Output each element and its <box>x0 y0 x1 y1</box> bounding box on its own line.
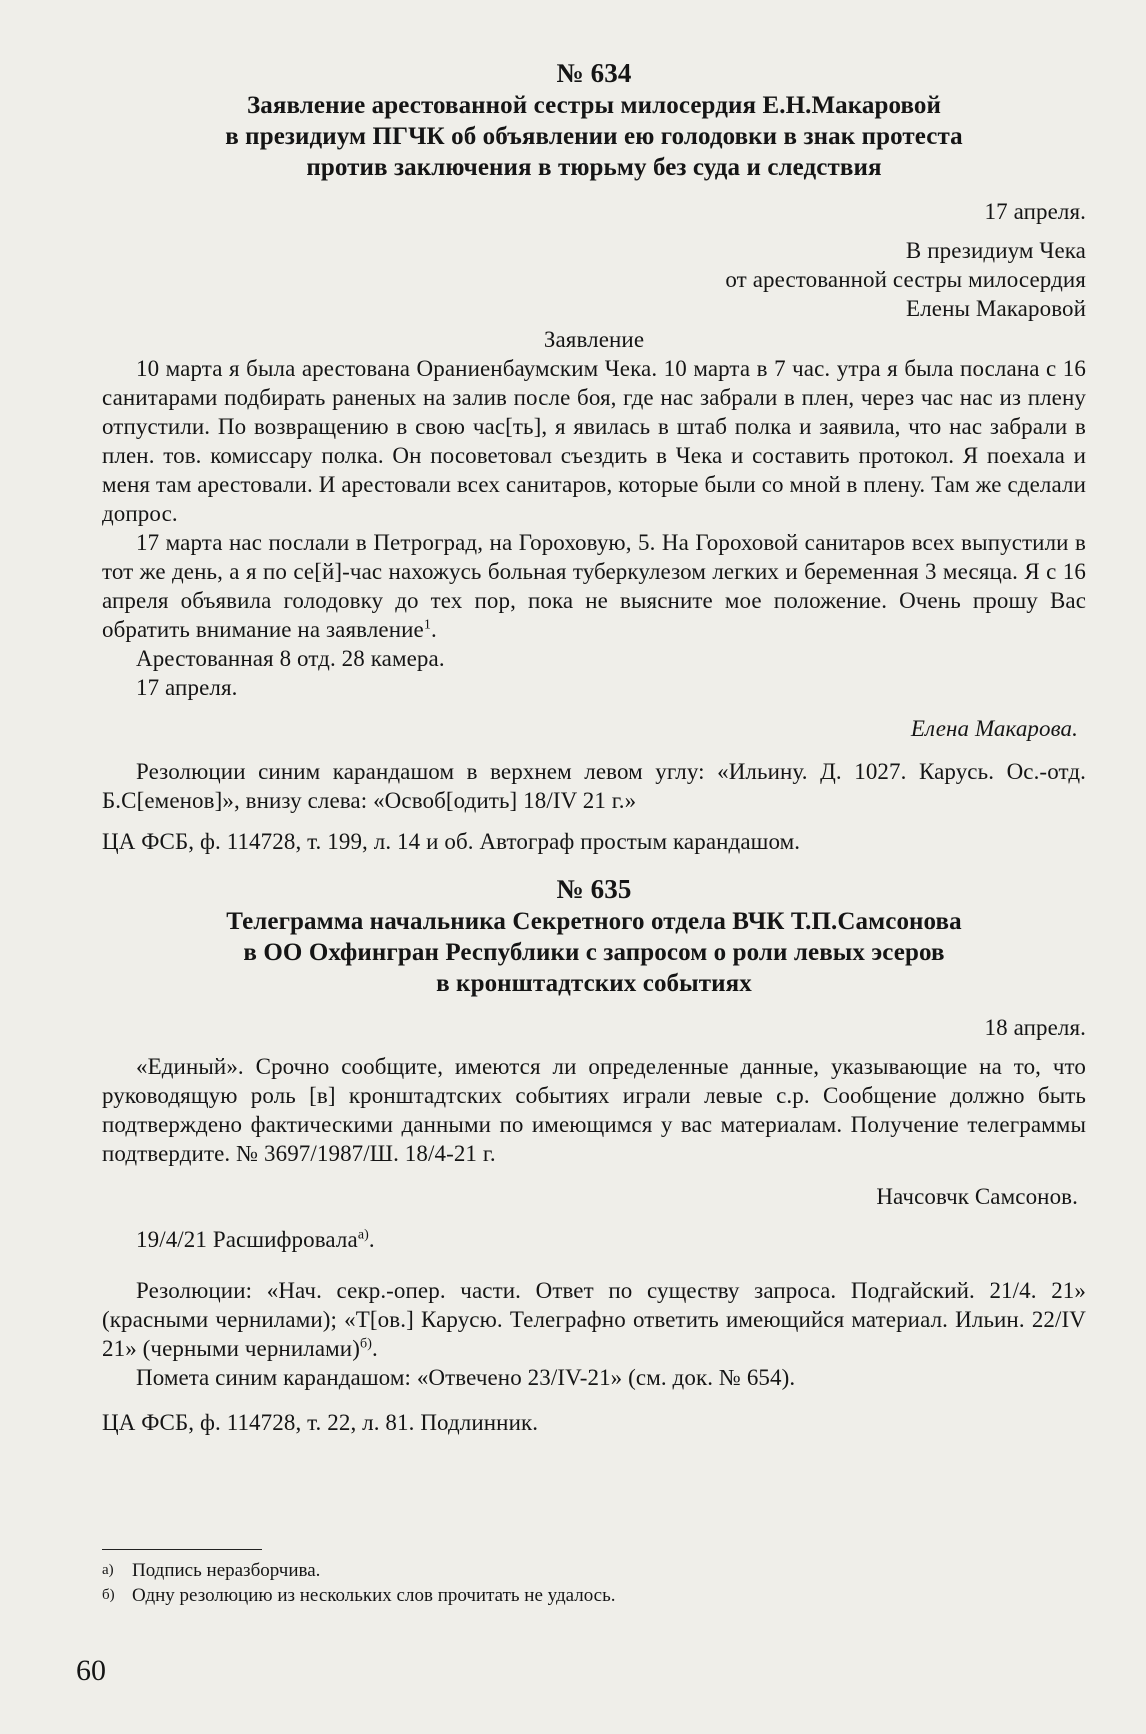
doc-number: № 634 <box>556 58 632 88</box>
addressee <box>102 236 1086 323</box>
doc-date: 17 апреля. <box>984 199 1086 224</box>
footnote-mark: а) <box>102 1562 114 1578</box>
doc-title-line: Заявление арестованной сестры милосердия Е.Н.Макаровой <box>246 92 942 119</box>
body-paragraph: 17 марта нас послали в Петроград, на Гороховую, 5. На Гороховой санитаров всех выпустили в тот же день, а я по се[й]-час нахожусь больная туберкулезом легких и беременная 3 месяца. Я с 16 апреля объявила голодовку до тех пор, пока не выясните мое положение. Очень прошу Вас обратить внимание на заявление$^1$. <box>102 530 1086 642</box>
signature: Елена Макарова. <box>910 716 1078 741</box>
body-paragraph: 17 апреля. <box>136 675 238 700</box>
body-text: 17 марта нас послали в Петроград, на Гороховую, 5. На Гороховой санитаров всех выпустили в тот же день, а я по се[й]-час нахожусь больная туберкулезом легких и беременная 3 месяца. Я с 16 апреля объявила голодовку до тех пор, пока не выясните мое положение. Очень прошу Вас обратить внимание на заявление <box>102 530 1086 642</box>
footnote-text: Одну резолюцию из нескольких слов прочитать не удалось. <box>132 1585 616 1606</box>
doc-title <box>102 90 1086 183</box>
decode-text: 19/4/21 Расшифровала <box>136 1227 358 1252</box>
page-number: 60 <box>76 1654 106 1687</box>
doc-title <box>102 906 1086 999</box>
doc-title-line: Телеграмма начальника Секретного отдела ВЧК Т.П.Самсонова <box>226 908 962 935</box>
footnote <box>102 1583 1002 1608</box>
signature: Начсовчк Самсонов. <box>876 1184 1078 1209</box>
document-634 <box>102 58 1086 856</box>
addressee-line: от арестованной сестры милосердия <box>725 267 1086 292</box>
page-content <box>102 58 1086 1437</box>
footnote-ref: б) <box>359 1336 372 1352</box>
document-635 <box>102 874 1086 1437</box>
footnotes <box>102 1558 1002 1608</box>
doc-title-line: против заключения в тюрьму без суда и следствия <box>306 154 882 181</box>
decode-note: 19/4/21 Расшифровала$^{а)}$. <box>136 1227 375 1252</box>
footnote-mark: б) <box>102 1587 115 1603</box>
archive-reference: ЦА ФСБ, ф. 114728, т. 22, л. 81. Подлинник. <box>102 1410 539 1435</box>
footnote-divider <box>102 1549 262 1550</box>
resolution-text: Резолюции: «Нач. секр.-опер. части. Ответ по существу запроса. Подгайский. 21/4. 21» (красными чернилами); «Т[ов.] Карусю. Телеграфно ответить имеющийся материал. Ильин. 22/IV 21» (черными чернилами) <box>102 1278 1086 1361</box>
addressee-line: Елены Макаровой <box>906 296 1086 321</box>
addressee-line: В президиум Чека <box>905 238 1086 263</box>
footnote-text: Подпись неразборчива. <box>132 1560 321 1581</box>
archive-reference: ЦА ФСБ, ф. 114728, т. 199, л. 14 и об. Автограф простым карандашом. <box>102 829 801 854</box>
doc-date: 18 апреля. <box>984 1015 1086 1040</box>
doc-number: № 635 <box>556 874 632 904</box>
footnote-ref: а) <box>357 1227 369 1243</box>
footnote <box>102 1558 1002 1583</box>
doc-title-line: в президиум ПГЧК об объявлении ею голодовки в знак протеста <box>225 123 963 150</box>
resolution-note: Резолюции синим карандашом в верхнем левом углу: «Ильину. Д. 1027. Карусь. Ос.-отд. Б.С[еменов]», внизу слева: «Освоб[одить] 18/IV 21 г.» <box>102 759 1086 813</box>
body-paragraph: «Единый». Срочно сообщите, имеются ли определенные данные, указывающие на то, что руководящую роль [в] кронштадтских событиях играли левые с.р. Сообщение должно быть подтверждено фактическими данными по имеющимся у вас материалам. Получение телеграммы подтвердите. № 3697/1987/Ш. 18/4-21 г. <box>102 1054 1086 1166</box>
doc-title-line: в ОО Охфингран Республики с запросом о роли левых эсеров <box>243 939 945 966</box>
doc-title-line: в кронштадтских событиях <box>436 970 752 997</box>
mark-note: Пометa синим карандашом: «Отвечено 23/IV-21» (см. док. № 654). <box>136 1365 796 1390</box>
resolution-note: Резолюции: «Нач. секр.-опер. части. Ответ по существу запроса. Подгайский. 21/4. 21» (красными чернилами); «Т[ов.] Карусю. Телеграфно ответить имеющийся материал. Ильин. 22/IV 21» (черными чернилами)$^{б)}$. <box>102 1278 1086 1361</box>
body-paragraph: 10 марта я была арестована Ораниенбаумским Чека. 10 марта в 7 час. утра я была послана с 16 санитарами подбирать раненых на залив после боя, где нас забрали в плен, через час нас из плену отпустили. По возвращению в свою час[ть], я явилась в штаб полка и заявила, что нас забрали в плен. тов. комиссару полка. Он посоветовал съездить в Чека и составить протокол. Я поехала и меня там арестовали. И арестовали всех санитаров, которые были со мной в плену. Там же сделали допрос. <box>102 356 1086 526</box>
statement-heading: Заявление <box>543 327 645 352</box>
footnote-ref: 1 <box>423 617 431 633</box>
body-paragraph: Арестованная 8 отд. 28 камера. <box>136 646 445 671</box>
